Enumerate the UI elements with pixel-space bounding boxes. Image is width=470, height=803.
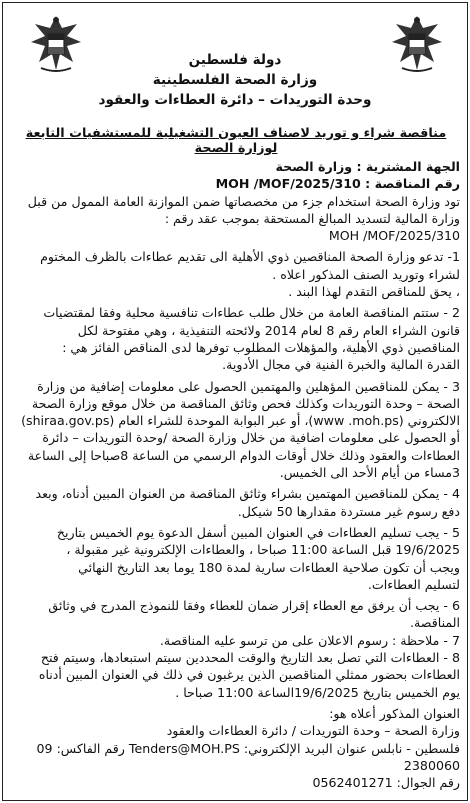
item-4-line: دفع رسوم غير مستردة مقدارها 50 شيكل. bbox=[237, 503, 460, 519]
item-4-line: 4 - يمكن للمناقصين المهتمين بشراء وثائق المناقصة من العنوان المبين أدناه، وبعد bbox=[35, 486, 460, 502]
intro-line: تود وزارة الصحة استخدام جزء من مخصصاتها ضمن الموازنة العامة الممول من قبل bbox=[27, 193, 460, 209]
item-5-line: ويجب أن تكون صلاحية العطاءات سارية لمدة 180 يوما بعد التاريخ النهائي bbox=[78, 559, 460, 575]
item-3-line: الصحة – وحدة التوريدات وكذلك فحص وثائق المناقصة من خلال موقع وزارة الصحة bbox=[31, 395, 460, 411]
item-2-line: القدرة المالية والخبرة الفنية في مجال الأدوية. bbox=[222, 357, 460, 373]
item-3-line: العطاءات والعقود وذلك خلال أوقات الدوام الرسمي من الساعة 8صباحا إلى الساعة bbox=[27, 447, 460, 463]
palestine-emblem-left-icon bbox=[27, 10, 85, 76]
item-5-line: 5 - يجب تسليم العطاءات في العنوان المبين أسفل الدعوة يوم الخميس بتاريخ bbox=[56, 524, 460, 540]
item-5-line: لتسليم العطاءات. bbox=[367, 576, 460, 592]
item-1-line: ، يحق للمناقص التقدم لهذا البند . bbox=[288, 284, 460, 300]
address-line: رقم الجوال: 0562401271 bbox=[312, 775, 460, 791]
item-8-line: العطاءات بحضور ممثلي المناقصين الذين يرغبون في ذلك في العنوان المبين أدناه bbox=[38, 667, 460, 683]
tender-body bbox=[10, 158, 460, 791]
header-country: دولة فلسطين bbox=[188, 52, 282, 68]
document-header bbox=[96, 50, 374, 110]
item-2-line: قانون الشراء العام رقم 8 لعام 2014 ولائحته التنفيذية ، وهي مفتوحة لكل bbox=[77, 322, 460, 338]
item-3-line: 3مساء من أيام الأحد الى الخميس. bbox=[279, 465, 460, 481]
item-1-line: 1- تدعو وزارة الصحة المناقصين ذوي الأهلية الى تقديم عطاءات بالظرف المختوم bbox=[40, 249, 460, 265]
header-ministry: وزارة الصحة الفلسطينية bbox=[152, 72, 318, 88]
tender-number: رقم المناقصة : MOH /MOF/2025/310 bbox=[215, 176, 460, 192]
item-1-line: لشراء وتوريد الصنف المذكور اعلاه . bbox=[272, 266, 460, 282]
item-2-line: 2 - ستتم المناقصة العامة من خلال طلب عطاءات تنافسية محلية وفقا لمقتضيات bbox=[43, 305, 460, 321]
item-8-line: يوم الخميس بتاريخ 19/6/2025الساعة 11:00 صباحا . bbox=[175, 684, 460, 700]
intro-line: MOH /MOF/2025/310 bbox=[328, 228, 460, 244]
item-7: 7 - ملاحظة : رسوم الاعلان على من ترسو عليه المناقصة. bbox=[159, 632, 460, 648]
item-6: 6 - يجب أن يرفق مع العطاء إقرار ضمان للعطاء وفقا للنموذج المدرج في وثائق المناقصة. bbox=[48, 598, 460, 631]
item-3-line: الالكتروني (www .moh.ps)، أو عبر البوابة الموحدة للشراء العام (shiraa.gov.ps) bbox=[21, 413, 460, 429]
tender-title: مناقصة شراء و توريد لاصناف العيون التشغيلية للمستشفيات التابعة لوزارة الصحة bbox=[25, 126, 447, 156]
intro-line: وزارة المالية لتسديد المبالغ المستحقة بموجب عقد رقم : bbox=[164, 210, 460, 226]
address-line: العنوان المذكور أعلاه هو: bbox=[329, 705, 460, 721]
item-3-line: أو الحصول على معلومات اضافية من خلال وزارة الصحة /وحدة التوريدات – دائرة bbox=[42, 430, 460, 446]
item-5-line: 19/6/2025 قبل الساعة 11:00 صباحا ، والعطاءات الإلكترونية غير مقبولة ، bbox=[66, 542, 460, 558]
header-department: وحدة التوريدات – دائرة العطاءات والعقود bbox=[98, 92, 372, 108]
item-2-line: المناقصين ذوي الأهلية، والمؤهلات المطلوب توفرها لدى المناقص الفائز هي : bbox=[62, 339, 460, 355]
buyer-line: الجهة المشترية : وزارة الصحة bbox=[275, 159, 460, 174]
item-8-line: 8 - العطاءات التي تصل بعد التاريخ والوقت المحددين سيتم استبعادها، وسيتم فتح bbox=[40, 650, 460, 666]
address-line: فلسطين - نابلس عنوان البريد الإلكتروني: Tenders@MOH.PS رقم الفاكس: 09 2380060 bbox=[36, 740, 460, 773]
item-3-line: 3 - يمكن للمناقصين المؤهلين والمهتمين الحصول على معلومات إضافية من وزارة bbox=[37, 378, 460, 394]
address-line: وزارة الصحة – وحدة التوريدات / دائرة العطاءات والعقود bbox=[166, 723, 460, 739]
palestine-emblem-right-icon bbox=[388, 10, 446, 76]
